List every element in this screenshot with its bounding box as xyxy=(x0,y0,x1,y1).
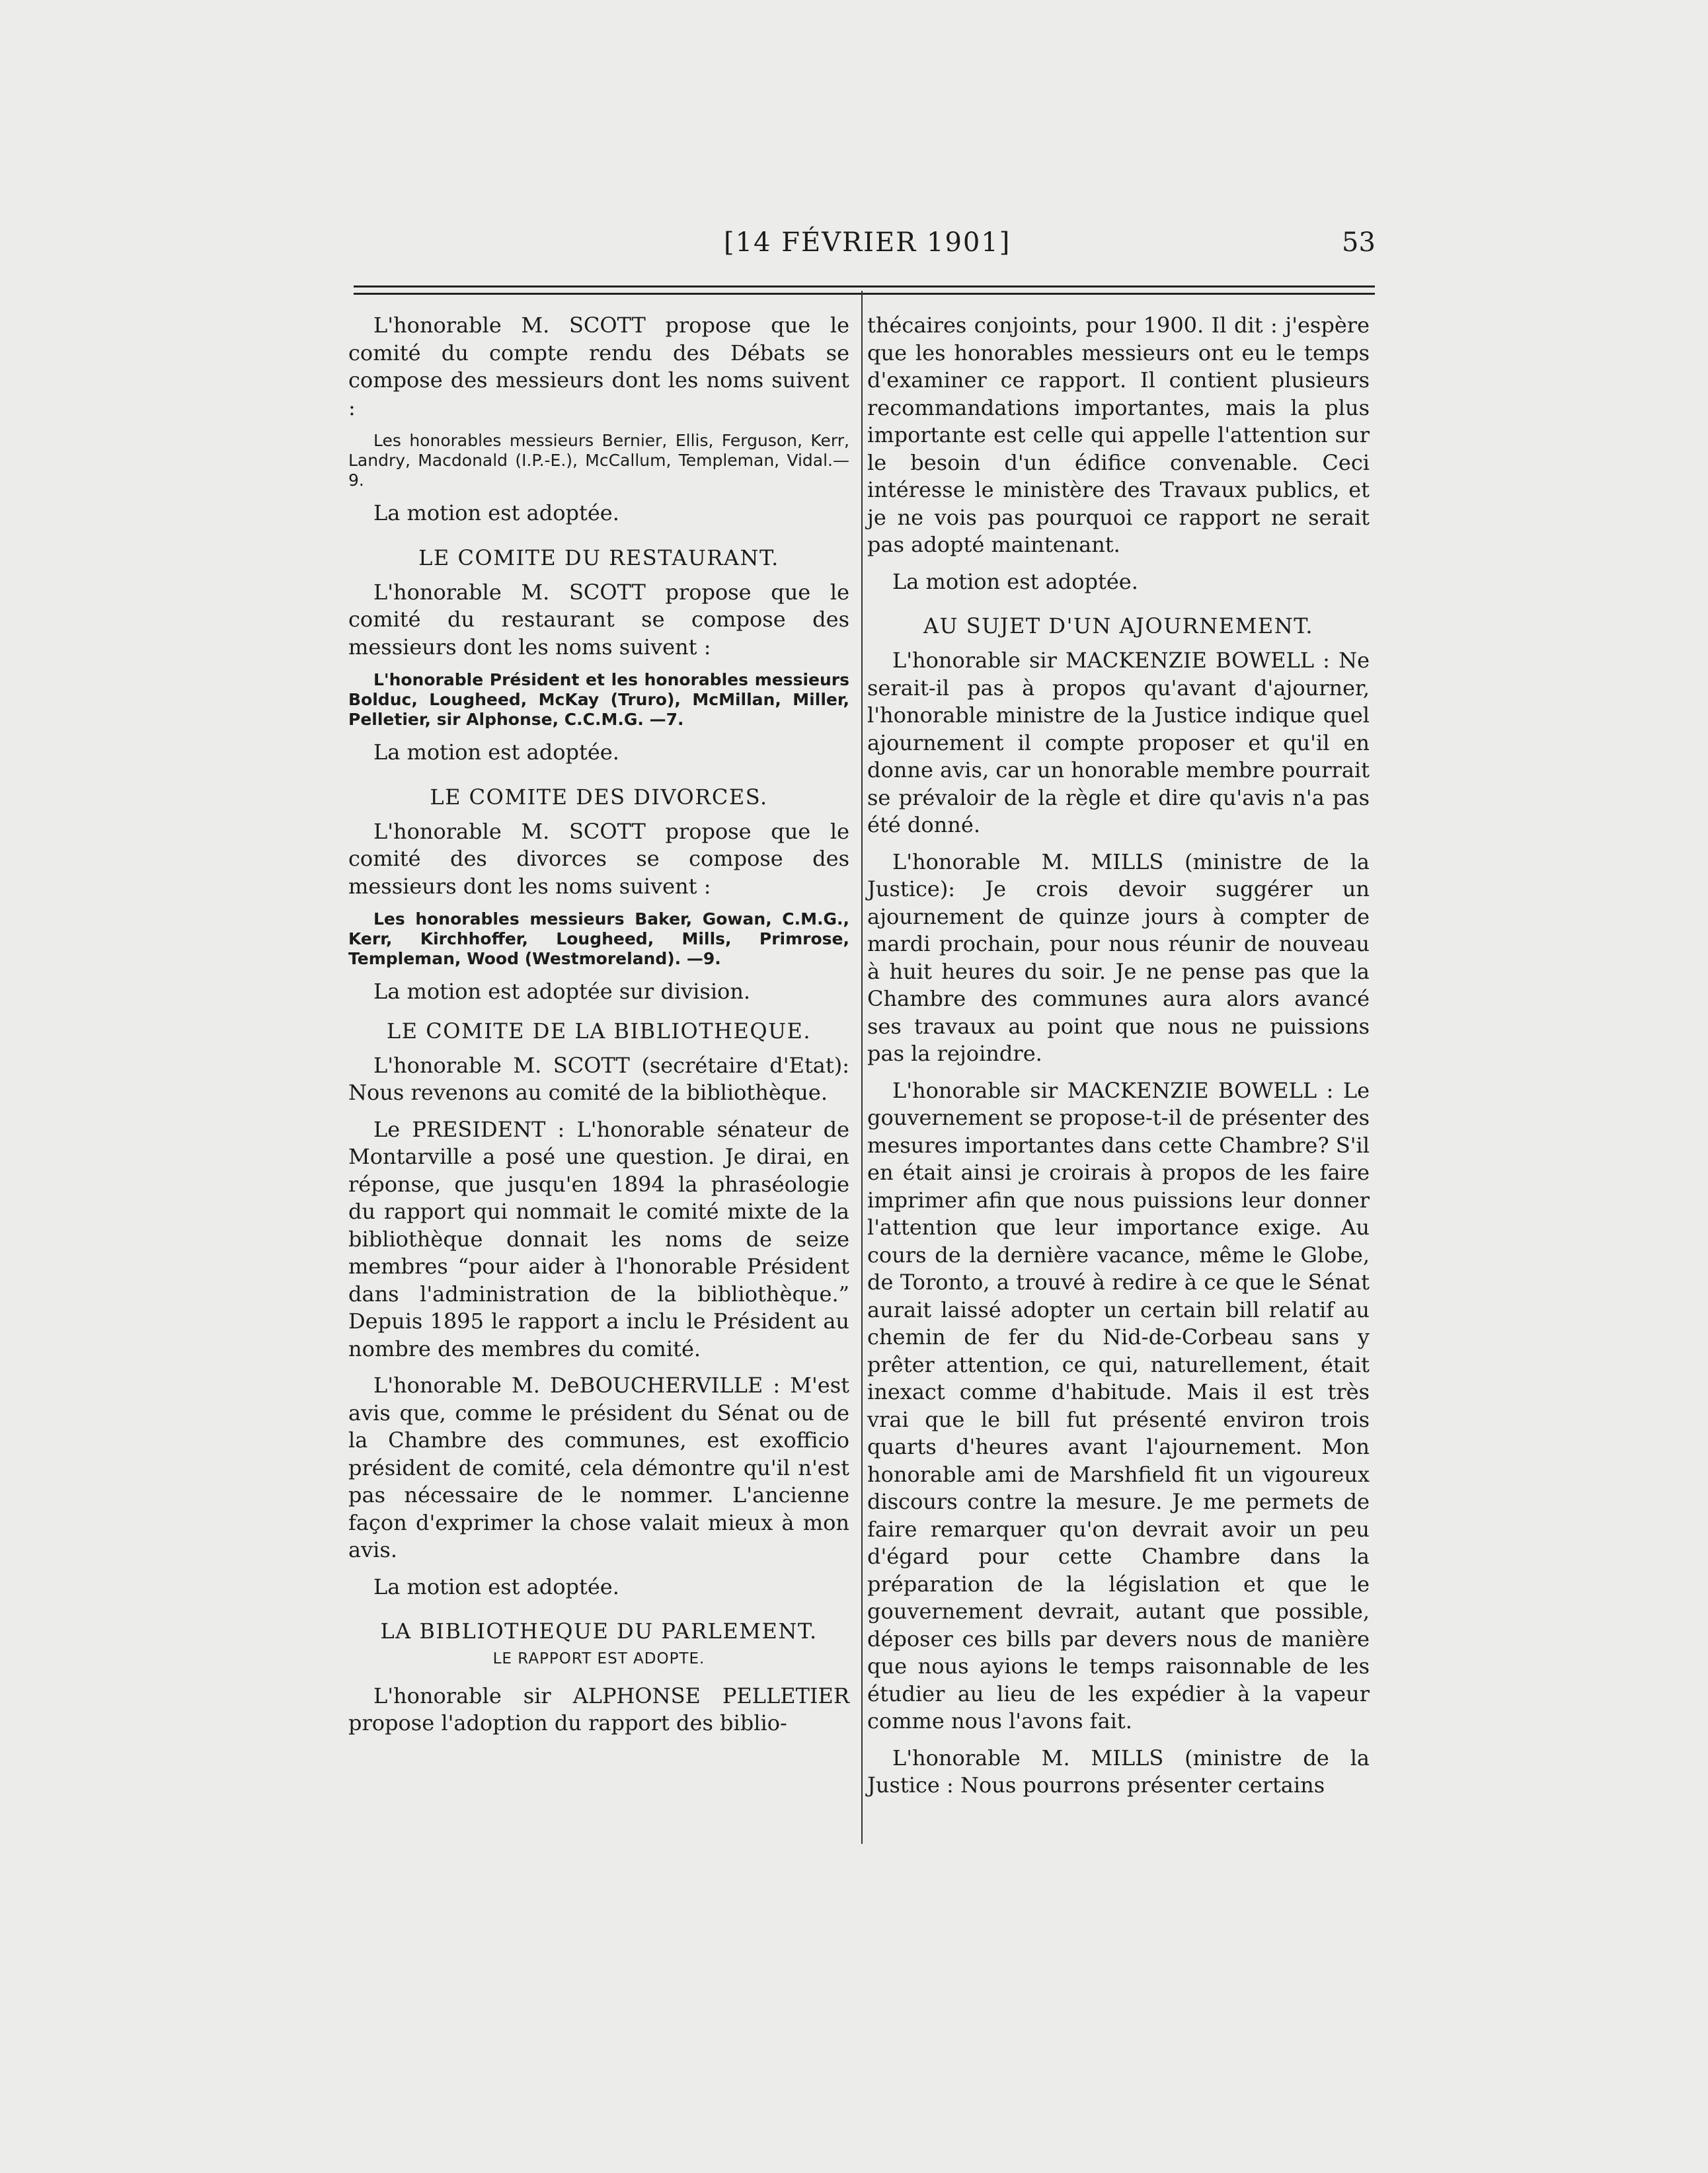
right-column xyxy=(867,312,1370,1809)
paragraph: L'honorable sir MACKENZIE BOWELL : Le gouvernement se propose-t-il de présenter des mesures importantes dans cette Chambre? S'il en était ainsi je croirais à propos de les faire imprimer afin que nous puissions leur donner l'attention que leur importance exige. Au cours de la dernière vacance, même le Globe, de Toronto, a trouvé à redire à ce que le Sénat aurait laissé adopter un certain bill relatif au chemin de fer du Nid-de-Corbeau sans y prêter attention, ce qui, naturellement, était inexact comme d'habitude. Mais il est très vrai que le bill fut présenté environ trois quarts d'heures avant l'ajournement. Mon honorable ami de Marshfield fit un vigoureux discours contre la mesure. Je me permets de faire remarquer qu'on devrait avoir un peu d'égard pour cette Chambre dans la préparation de la législation et que le gouvernement devrait, autant que possible, déposer ces bills par devers nous de manière que nous ayions le temps raisonnable de les étudier au lieu de les expédier à la vapeur comme nous l'avons fait. xyxy=(867,1077,1370,1734)
member-list: Les honorables messieurs Bernier, Ellis, Ferguson, Kerr, Landry, Macdonald (I.P.-E.), McCallum, Templeman, Vidal.—9. xyxy=(348,431,849,490)
motion-result: La motion est adoptée. xyxy=(373,740,619,765)
motion-result: La motion est adoptée. xyxy=(892,568,1138,594)
paragraph: L'honorable sir ALPHONSE PELLETIER propose l'adoption du rapport des biblio- xyxy=(348,1683,849,1735)
paragraph: L'honorable M. SCOTT propose que le comité du compte rendu des Débats se compose des messieurs dont les noms suivent : xyxy=(348,313,849,420)
member-list: Les honorables messieurs Baker, Gowan, C.M.G., Kerr, Kirchhoffer, Lougheed, Mills, Primrose, Templeman, Wood (Westmoreland). —9. xyxy=(348,909,849,968)
page-header xyxy=(0,219,1708,272)
section-heading: LA BIBLIOTHEQUE DU PARLEMENT. xyxy=(380,1619,818,1644)
paragraph: L'honorable sir MACKENZIE BOWELL : Ne serait-il pas à propos qu'avant d'ajourner, l'honorable ministre de la Justice indique quel ajournement il compte proposer et qu'il en donne avis, car un honorable membre pourrait se prévaloir de la règle et dire qu'avis n'a pas été donné. xyxy=(867,648,1370,837)
column-divider xyxy=(861,291,863,1844)
left-column xyxy=(348,312,849,1747)
paragraph: L'honorable M. SCOTT propose que le comité des divorces se compose des messieurs dont les noms suivent : xyxy=(348,818,849,899)
paragraph: thécaires conjoints, pour 1900. Il dit : j'espère que les honorables messieurs ont eu le temps d'examiner ce rapport. Il contient plusieurs recommandations importantes, mais la plus importante est celle qui appelle l'attention sur le besoin d'un édifice convenable. Ceci intéresse le ministère des Travaux publics, et je ne vois pas pourquoi ce rapport ne serait pas adopté maintenant. xyxy=(867,313,1370,557)
page-number: 53 xyxy=(1342,227,1376,258)
motion-result: La motion est adoptée. xyxy=(373,1574,619,1599)
motion-result: La motion est adoptée sur division. xyxy=(373,979,751,1004)
motion-result: La motion est adoptée. xyxy=(373,500,619,525)
section-heading: AU SUJET D'UN AJOURNEMENT. xyxy=(923,613,1314,638)
paragraph: L'honorable M. MILLS (ministre de la Justice): Je crois devoir suggérer un ajournement de quinze jours à compter de mardi prochain, pour nous réunir de nouveau à huit heures du soir. Je ne pense pas que la Chambre des communes aura alors avancé ses travaux au point que nous ne puissions pas la rejoindre. xyxy=(867,849,1370,1066)
section-heading: LE COMITE DU RESTAURANT. xyxy=(418,545,779,570)
paragraph: Le PRESIDENT : L'honorable sénateur de Montarville a posé une question. Je dirai, en réponse, que jusqu'en 1894 la phraséologie du rapport qui nommait le comité mixte de la bibliothèque donnait les noms de seize membres “pour aider à l'honorable Président dans l'administration de la bibliothèque.” Depuis 1895 le rapport a inclu le Président au nombre des membres du comité. xyxy=(348,1116,849,1361)
section-heading: LE COMITE DE LA BIBLIOTHEQUE. xyxy=(386,1018,812,1044)
header-rule-top xyxy=(354,286,1375,287)
section-subheading: LE RAPPORT EST ADOPTE. xyxy=(492,1650,705,1667)
header-rule-bottom xyxy=(354,293,1375,295)
header-date: [14 FÉVRIER 1901] xyxy=(724,227,1011,258)
member-list: L'honorable Président et les honorables messieurs Bolduc, Lougheed, McKay (Truro), McMillan, Miller, Pelletier, sir Alphonse, C.C.M.G. —7. xyxy=(348,670,849,729)
section-heading: LE COMITE DES DIVORCES. xyxy=(430,784,768,810)
paragraph: L'honorable M. SCOTT propose que le comité du restaurant se compose des messieurs dont les noms suivent : xyxy=(348,579,849,660)
paragraph: L'honorable M. DeBOUCHERVILLE : M'est avis que, comme le président du Sénat ou de la Chambre des communes, est exofficio président de comité, cela démontre qu'il n'est pas nécessaire de le nommer. L'ancienne façon d'exprimer la chose valait mieux à mon avis. xyxy=(348,1373,849,1562)
paragraph: L'honorable M. MILLS (ministre de la Justice : Nous pourrons présenter certains xyxy=(867,1745,1370,1798)
paragraph: L'honorable M. SCOTT (secrétaire d'Etat): Nous revenons au comité de la bibliothèque. xyxy=(348,1052,849,1105)
